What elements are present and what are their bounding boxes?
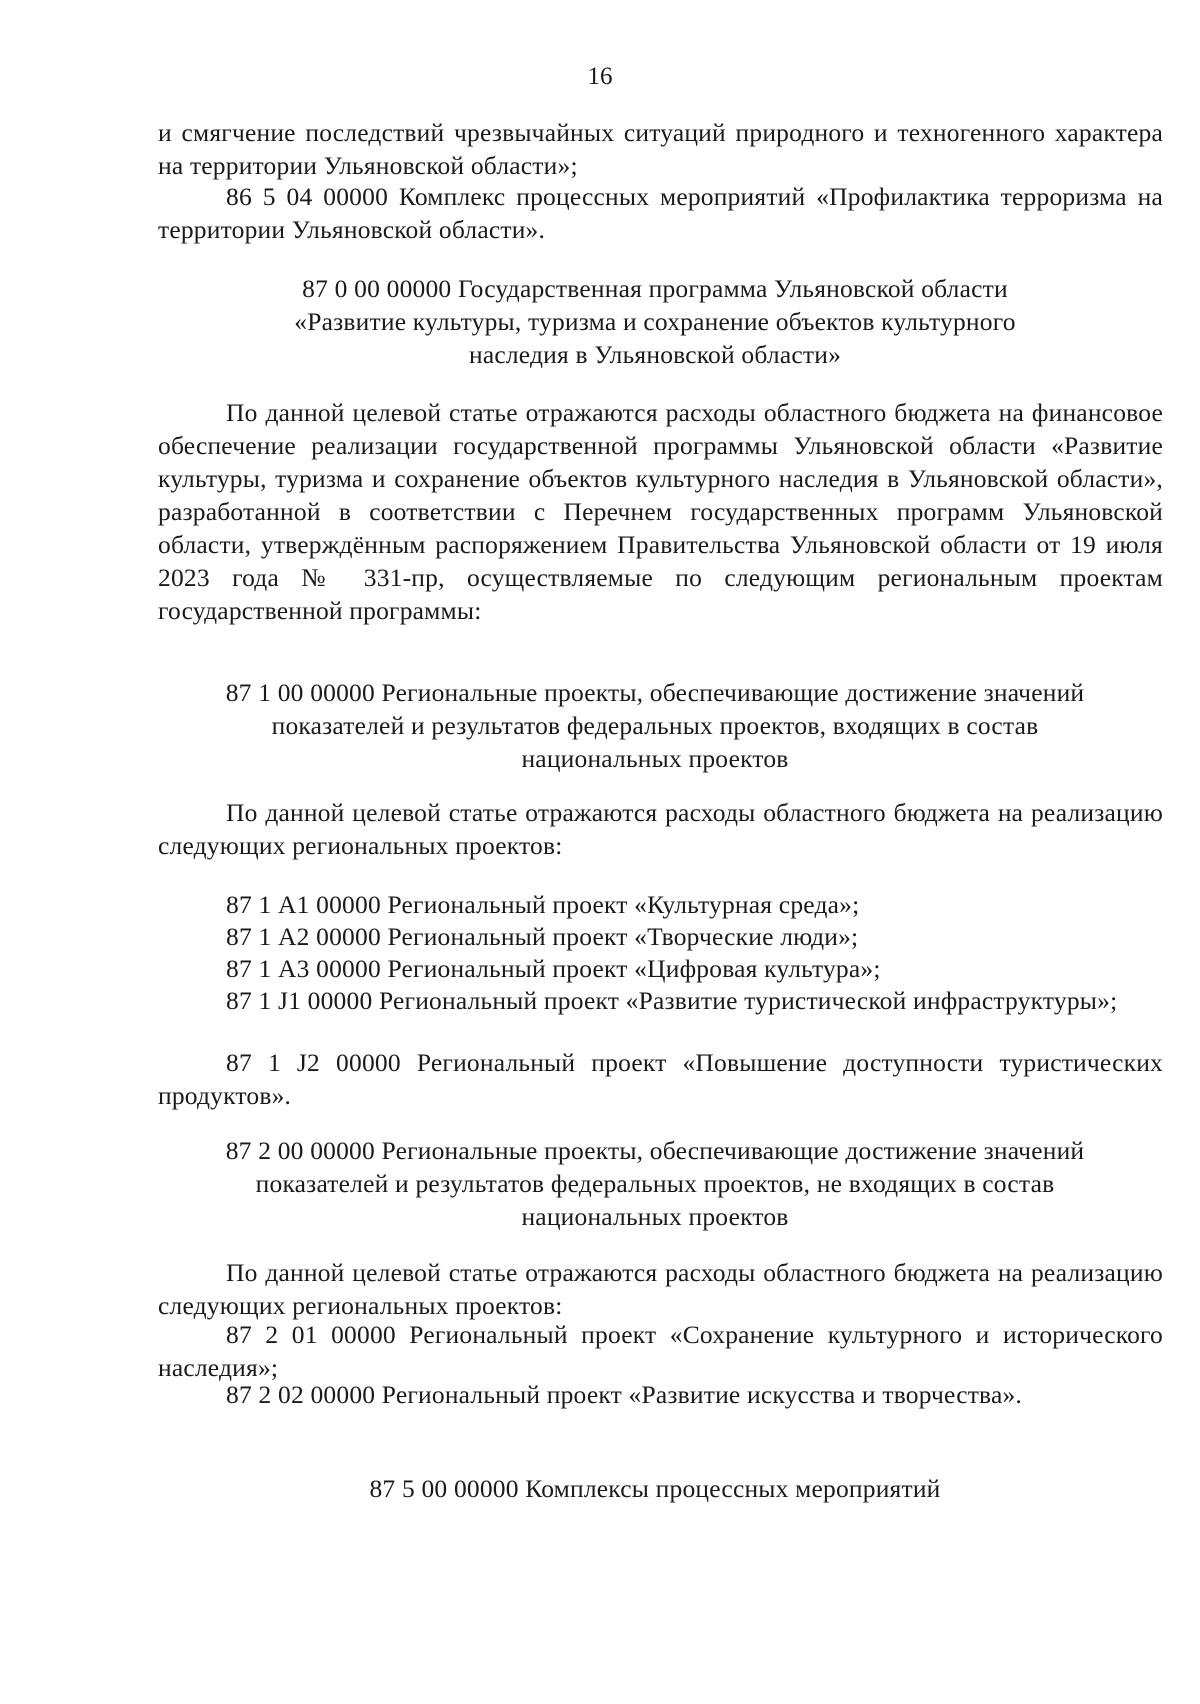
- paragraph-continuation: и смягчение последствий чрезвычайных ситуаций природного и техногенного характера на территории Ульяновской области»;: [158, 118, 1163, 180]
- heading-87-0-line3: наследия в Ульяновской области»: [468, 340, 842, 369]
- list-item-87-1-j2: 87 1 J2 00000 Региональный проект «Повышение доступности туристических продуктов».: [158, 1048, 1163, 1110]
- paragraph-87-0-description: По данной целевой статье отражаются расходы областного бюджета на финансовое обеспечение реализации государственной программы Ульяновской области «Развитие культуры, туризма и сохранение объектов культурного наследия в Ульяновской области», разработанной в соответствии с Перечнем государственных программ Ульяновской области, утверждённым распоряжением Правительства Ульяновской области от 19 июля 2023 года № 331-пр, осуществляемые по следующим региональным проектам государственной программы:: [158, 398, 1163, 625]
- heading-87-2-line1: 87 2 00 00000 Региональные проекты, обеспечивающие достижение значений: [225, 1136, 1085, 1165]
- heading-87-2-line3: национальных проектов: [521, 1202, 789, 1231]
- list-item-87-1-j1: 87 1 J1 00000 Региональный проект «Развитие туристической инфраструктуры»;: [226, 986, 1118, 1015]
- paragraph-87-1-description: По данной целевой статье отражаются расходы областного бюджета на реализацию следующих региональных проектов:: [158, 798, 1163, 860]
- heading-87-0: [150, 272, 1160, 371]
- heading-87-1-line3: национальных проектов: [521, 744, 789, 773]
- list-item-87-1-a1: 87 1 А1 00000 Региональный проект «Культурная среда»;: [226, 890, 860, 919]
- list-item-87-2-01: 87 2 01 00000 Региональный проект «Сохранение культурного и исторического наследия»;: [158, 1320, 1163, 1382]
- heading-87-0-line2: «Развитие культуры, туризма и сохранение объектов культурного: [294, 307, 1016, 336]
- list-item-87-1-a3: 87 1 А3 00000 Региональный проект «Цифровая культура»;: [226, 954, 881, 983]
- paragraph-87-2-description: По данной целевой статье отражаются расходы областного бюджета на реализацию следующих региональных проектов:: [158, 1258, 1163, 1320]
- heading-87-5: 87 5 00 00000 Комплексы процессных мероприятий: [369, 1474, 941, 1503]
- paragraph-86-5-04: 86 5 04 00000 Комплекс процессных мероприятий «Профилактика терроризма на территории Ульяновской области».: [158, 182, 1163, 244]
- page-number: 16: [587, 63, 613, 90]
- heading-87-1: [150, 676, 1160, 775]
- heading-87-1-line2: показателей и результатов федеральных проектов, входящих в состав: [271, 711, 1039, 740]
- heading-87-1-line1: 87 1 00 00000 Региональные проекты, обеспечивающие достижение значений: [225, 678, 1085, 707]
- heading-87-2-line2: показателей и результатов федеральных проектов, не входящих в состав: [255, 1169, 1055, 1198]
- heading-87-2: [150, 1134, 1160, 1233]
- heading-87-0-line1: 87 0 00 00000 Государственная программа Ульяновской области: [302, 274, 1008, 303]
- list-item-87-1-a2: 87 1 А2 00000 Региональный проект «Творческие люди»;: [226, 922, 859, 951]
- list-item-87-2-02: 87 2 02 00000 Региональный проект «Развитие искусства и творчества».: [226, 1380, 1023, 1409]
